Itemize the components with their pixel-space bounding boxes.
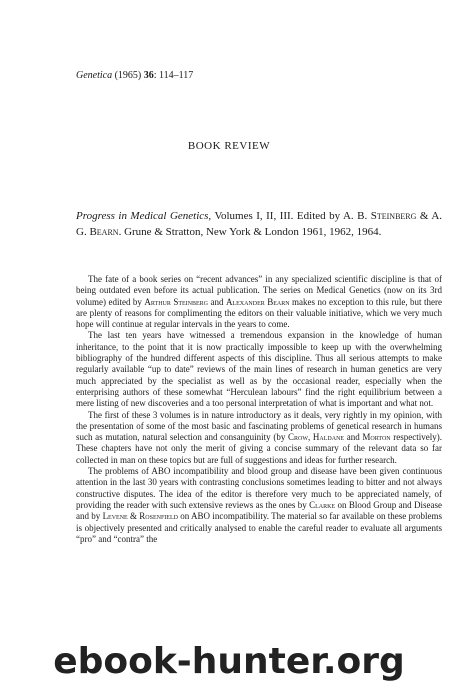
p3-text-a: The first of these 3 volumes is in nature introductory as it deals, very rightly in my opinion, with the presentation of some of the most basic and fascinating problems of genetical research in humans such as mutation, natural selection and consanguinity (by — [76, 409, 442, 443]
paragraph-3 — [76, 410, 442, 466]
author-name: Levene & Rosenfield — [102, 511, 178, 522]
journal-pages: : 114–117 — [153, 70, 194, 81]
citation-amp: & A. G. — [76, 210, 443, 238]
book-title: Progress in Medical Genetics, — [76, 210, 212, 222]
p3-sep-1: , — [308, 432, 313, 443]
p1-text-b: and — [208, 296, 226, 307]
author-name: Arthur Steinberg — [144, 296, 208, 307]
journal-reference — [76, 70, 193, 81]
p1-text-c: makes no exception to this rule, but there are plenty of reasons for complimenting the editors on their valuable initiative, which we very much hope will continue at regular intervals in the years to come. — [76, 296, 443, 330]
p4-text-c: on ABO incompatibility. The material so far available on these problems is objectively presented and critically analysed to enable the careful reader to evaluate all arguments “pro” and “contra” the — [76, 511, 443, 544]
book-volumes: Volumes I, II, III. Edited by A. B. — [211, 210, 368, 222]
book-citation — [76, 208, 442, 240]
journal-year: (1965) — [112, 70, 144, 81]
journal-name: Genetica — [76, 70, 113, 81]
editor-steinberg: Steinberg — [370, 210, 417, 222]
p3-sep-2: and — [344, 432, 363, 443]
author-name: Crow — [287, 432, 308, 443]
journal-volume: 36 — [143, 70, 154, 81]
paragraph-2: The last ten years have witnessed a tremendous expansion in the knowledge of human inheritance, to the point that it is now practically impossible to keep up with the overwhelming bibliography of the hundred different aspects of this discipline. Thus all serious attempts to make regularly available “up to date” reviews of the main lines of research in human genetics are very much appreciated by the specialist as well as by the occasional reader, especially when the enterprising authors of these somewhat “Herculean labours” find the right equilibrium between a mere listing of new discoveries and a too personal interpretation of what is important and what not. — [76, 330, 442, 409]
author-name: Clarke — [309, 499, 336, 510]
paragraph-4 — [76, 466, 442, 545]
p3-text-b: respectively). These chapters have not only the merit of giving a concise summary of the relevant data so far collected in man on these topics but are full of suggestions and ideas for further research. — [76, 432, 443, 465]
review-body — [76, 274, 442, 545]
author-name: Alexander Bearn — [225, 296, 290, 307]
p1-text-a: The fate of a book series on “recent advances” in any specialized scientific discipline is that of being outdated even before its actual publication. The series on Medical Genetics (now on its 3rd volume) edited by — [76, 274, 442, 307]
p4-text-b: on Blood Group and Disease and by — [76, 499, 443, 522]
editor-bearn: Bearn — [89, 226, 119, 238]
p4-text-a: The problems of ABO incompatibility and blood group and disease have been given continuous attention in the last 30 years with contrasting conclusions sometimes leading to bitter and not always constructive disputes. The idea of the editor is therefore very much to be appreciated namely, of providing the reader with such extensive reviews as the ones by — [76, 466, 442, 510]
author-name: Haldane — [312, 432, 345, 443]
author-name: Morton — [362, 432, 391, 443]
watermark-banner: ebook-hunter.org — [0, 634, 458, 690]
book-publisher: . Grune & Stratton, New York & London 1961, 1962, 1964. — [118, 226, 382, 238]
section-title: BOOK REVIEW — [187, 140, 271, 152]
paragraph-1 — [76, 274, 442, 330]
